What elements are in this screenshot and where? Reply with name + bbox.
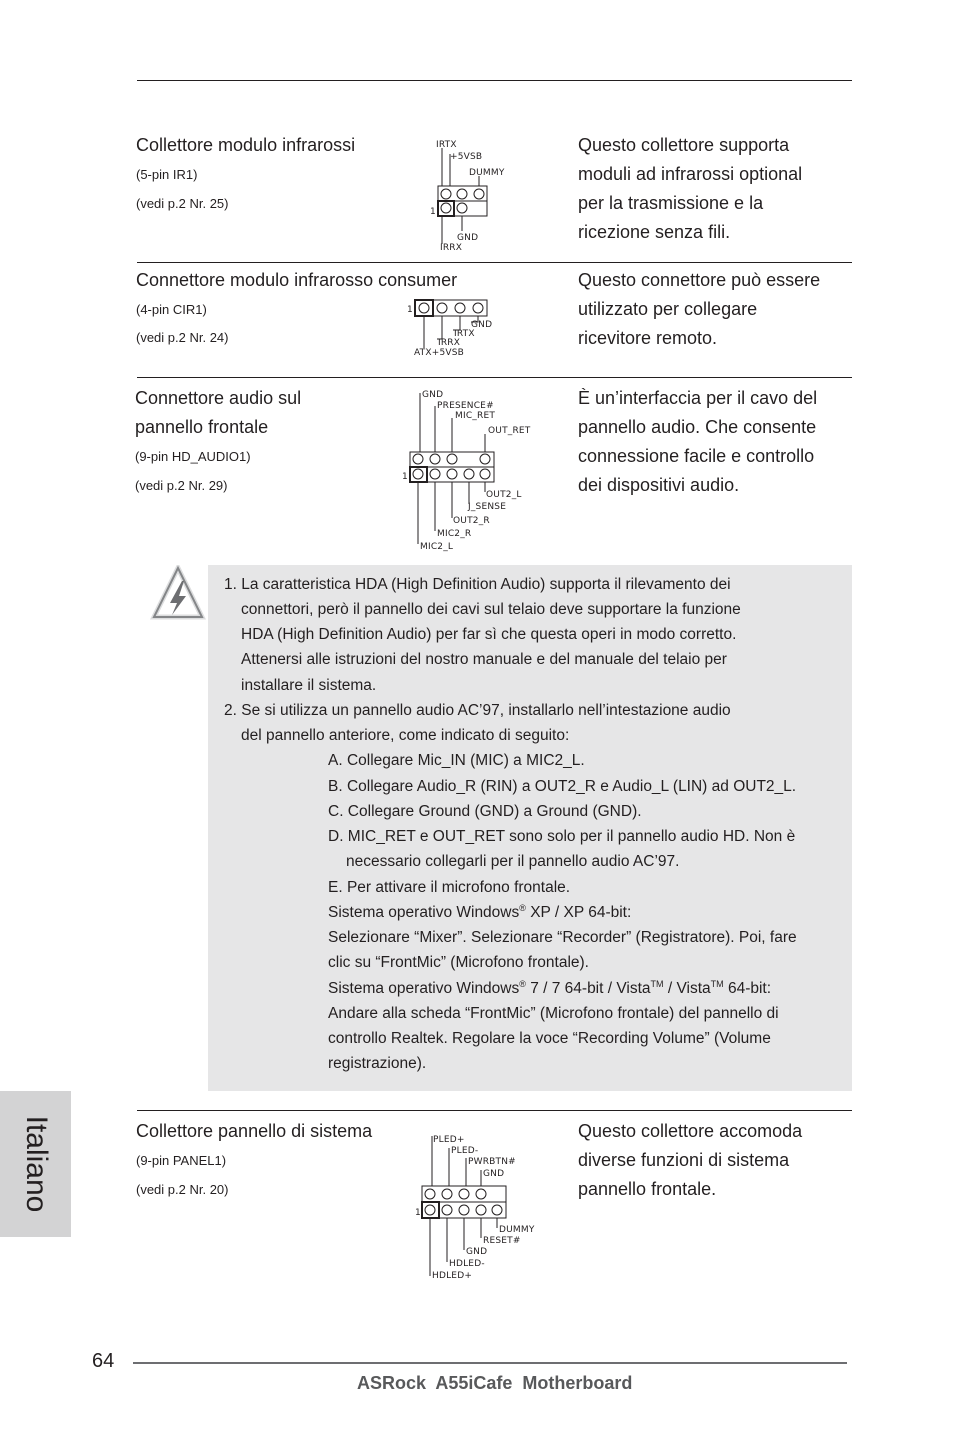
note-line: necessario collegarli per il pannello audio AC’97. — [346, 853, 680, 870]
note-line: A. Collegare Mic_IN (MIC) a MIC2_L. — [328, 752, 585, 769]
note-line: C. Collegare Ground (GND) a Ground (GND). — [328, 803, 642, 820]
panel-page-ref: (vedi p.2 Nr. 20) — [136, 1182, 229, 1197]
note-line: D. MIC_RET e OUT_RET sono solo per il pannello audio HD. Non è — [328, 828, 796, 845]
panel-connector-diagram — [412, 1128, 552, 1284]
footer-rule — [133, 1362, 847, 1364]
audio-pin-mic2-l: MIC2_L — [420, 542, 454, 552]
audio-pin-j-sense: J_SENSE — [468, 502, 507, 512]
panel-pin-dummy: DUMMY — [499, 1225, 535, 1235]
ir-pin-gnd: GND — [457, 233, 479, 243]
panel-title: Collettore pannello di sistema — [136, 1121, 373, 1141]
note-line: 1. La caratteristica HDA (High Definition Audio) supporta il rilevamento dei — [224, 576, 731, 593]
cir-description: Questo connettore può essere utilizzato per collegare ricevitore remoto. — [578, 270, 821, 348]
panel-pin-reset: RESET# — [483, 1236, 521, 1246]
audio-pin-1: 1 — [402, 472, 408, 482]
audio-pin-count: (9-pin HD_AUDIO1) — [135, 449, 251, 464]
ir-connector-diagram — [420, 136, 520, 256]
panel-pin-pled-minus: PLED- — [451, 1146, 479, 1156]
audio-page-ref: (vedi p.2 Nr. 29) — [135, 478, 228, 493]
cir-pin-atx5vsb: ATX+5VSB — [414, 348, 465, 358]
audio-pin-mic-ret: MIC_RET — [455, 411, 496, 421]
audio-description: È un’interfaccia per il cavo del pannello audio. Che consente connessione facile e controllo dei dispositivi audio. — [578, 388, 818, 495]
ir-description: Questo collettore supporta moduli ad infrarossi optional per la trasmissione e la ricezione senza fili. — [578, 135, 803, 242]
audio-pin-out-ret: OUT_RET — [488, 426, 531, 436]
audio-title: Connettore audio sul pannello frontale — [135, 388, 302, 437]
ir-pin-irrx: IRRX — [440, 243, 463, 253]
ir-title: Collettore modulo infrarossi — [136, 135, 356, 155]
note-line: 2. Se si utilizza un pannello audio AC’97, installarlo nell’intestazione audio — [224, 702, 731, 719]
ir-pin-1: 1 — [430, 207, 436, 217]
panel-pin-1: 1 — [415, 1208, 421, 1218]
note-line: E. Per attivare il microfono frontale. — [328, 879, 571, 896]
language-tab-label: Italiano — [19, 1115, 53, 1213]
note-line: HDA (High Definition Audio) per far sì che questa operi in modo corretto. — [241, 626, 737, 643]
page-number: 64 — [92, 1350, 115, 1372]
panel-pin-count: (9-pin PANEL1) — [136, 1153, 227, 1168]
note-line: installare il sistema. — [241, 677, 377, 694]
footer-product: ASRock A55iCafe Motherboard — [357, 1373, 633, 1393]
note-line: registrazione). — [328, 1055, 427, 1072]
cir-pin-1: 1 — [407, 305, 413, 315]
note-line: del pannello anteriore, come indicato di seguito: — [241, 727, 570, 744]
cir-pin-irtx: IRTX — [454, 329, 475, 339]
cir-connector-diagram — [405, 296, 505, 358]
audio-connector-diagram — [400, 386, 540, 554]
divider-2 — [137, 377, 852, 378]
note-win7-heading: Sistema operativo Windows® 7 / 7 64-bit / Vista™ / Vista™ 64-bit: — [328, 978, 772, 997]
note-line: Attenersi alle istruzioni del nostro manuale e del manuale del telaio per — [241, 651, 727, 668]
cir-title: Connettore modulo infrarosso consumer — [136, 270, 458, 290]
warning-icon — [148, 565, 206, 621]
panel-pin-pwrbtn: PWRBTN# — [468, 1157, 516, 1167]
ir-pin-5vsb: +5VSB — [450, 152, 483, 162]
audio-pin-presence: PRESENCE# — [437, 401, 494, 411]
panel-pin-hdled-plus: HDLED+ — [432, 1271, 473, 1281]
cir-page-ref: (vedi p.2 Nr. 24) — [136, 330, 229, 345]
note-line: clic su “FrontMic” (Microfono frontale). — [328, 954, 589, 971]
note-line: Selezionare “Mixer”. Selezionare “Recorder” (Registratore). Poi, fare — [328, 929, 797, 946]
audio-pin-out2-l: OUT2_L — [486, 490, 522, 500]
note-line: connettori, però il pannello dei cavi sul telaio deve supportare la funzione — [241, 601, 741, 618]
top-rule — [137, 80, 852, 81]
cir-pin-count: (4-pin CIR1) — [136, 302, 207, 317]
ir-page-ref: (vedi p.2 Nr. 25) — [136, 196, 229, 211]
note-line: B. Collegare Audio_R (RIN) a OUT2_R e Audio_L (LIN) ad OUT2_L. — [328, 778, 797, 795]
cir-pin-gnd: GND — [471, 320, 493, 330]
panel-description: Questo collettore accomoda diverse funzioni di sistema pannello frontale. — [578, 1121, 803, 1199]
divider-1 — [137, 262, 852, 263]
ir-pin-dummy: DUMMY — [469, 168, 505, 178]
note-line: controllo Realtek. Regolare la voce “Recording Volume” (Volume — [328, 1030, 771, 1047]
ir-pin-count: (5-pin IR1) — [136, 167, 198, 182]
note-line: Andare alla scheda “FrontMic” (Microfono frontale) del pannello di — [328, 1005, 779, 1022]
panel-pin-gnd-2: GND — [466, 1247, 488, 1257]
cir-pin-irrx: IRRX — [438, 338, 461, 348]
divider-3 — [137, 1110, 852, 1111]
audio-pin-gnd: GND — [422, 390, 444, 400]
ir-pin-irtx: IRTX — [436, 140, 457, 150]
notes-box — [208, 565, 852, 1091]
panel-pin-hdled-minus: HDLED- — [449, 1259, 485, 1269]
audio-pin-mic2-r: MIC2_R — [437, 529, 472, 539]
audio-pin-out2-r: OUT2_R — [453, 516, 490, 526]
language-tab — [0, 1091, 71, 1237]
note-xp-heading: Sistema operativo Windows® XP / XP 64-bit: — [328, 902, 632, 921]
panel-pin-gnd: GND — [483, 1169, 505, 1179]
panel-pin-pled-plus: PLED+ — [433, 1135, 465, 1145]
